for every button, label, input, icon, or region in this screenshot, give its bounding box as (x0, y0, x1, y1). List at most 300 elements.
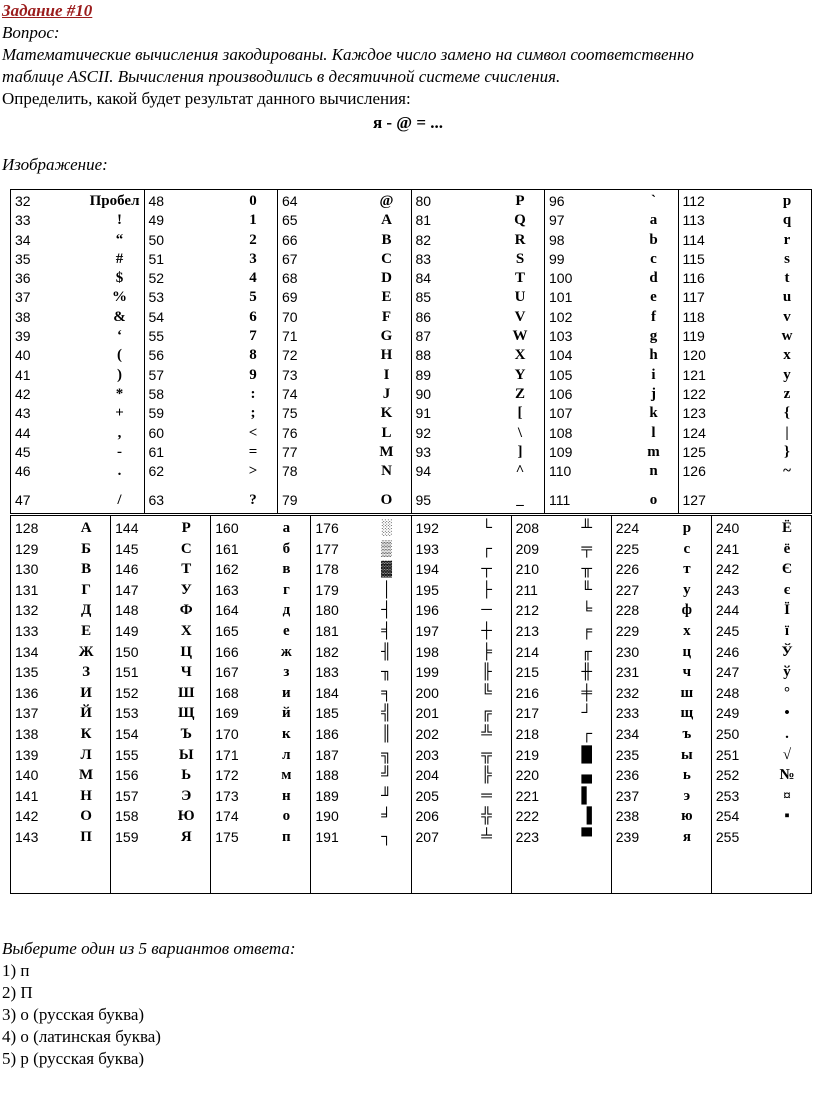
ascii-char: \ (517, 424, 523, 441)
ascii-entry (416, 806, 507, 827)
ascii-code: 37 (15, 289, 31, 306)
ascii-entry (516, 662, 607, 683)
ascii-entry (549, 269, 674, 288)
ascii-entry (215, 559, 306, 580)
ascii-code: 107 (549, 405, 573, 422)
ascii-code: 162 (215, 561, 239, 578)
ascii-char: Б (81, 540, 92, 557)
ascii-entry (616, 806, 707, 827)
ascii-entry (15, 462, 140, 481)
ascii-char: с (683, 540, 691, 557)
ascii-char: K (380, 405, 393, 422)
ascii-code: 119 (682, 328, 705, 345)
ascii-entry (149, 211, 274, 230)
ascii-code: 56 (148, 347, 165, 364)
ascii-char: Й (80, 705, 92, 722)
ascii-entry (115, 518, 206, 539)
ascii-char: Т (181, 561, 192, 578)
ascii-entry (516, 745, 607, 766)
ascii-char: y (783, 366, 791, 383)
ascii-code: 64 (282, 193, 298, 209)
ascii-char: ╓ (581, 643, 593, 660)
ascii-code: 132 (15, 602, 39, 619)
ascii-entry (416, 327, 541, 346)
ascii-char: а (282, 520, 291, 536)
ascii-char: ~ (783, 463, 791, 480)
ascii-char: ╪ (581, 684, 593, 701)
ascii-char: D (381, 270, 392, 287)
ascii-entry (549, 462, 674, 481)
ascii-code: 125 (682, 443, 706, 460)
ascii-char: ░ (381, 520, 392, 536)
ascii-char: ъ (682, 725, 692, 742)
ascii-code: 87 (415, 328, 432, 345)
ascii-char: C (381, 250, 392, 267)
ascii-char: _ (516, 492, 524, 509)
ascii-entry (416, 424, 541, 443)
ascii-entry (416, 827, 507, 848)
ascii-char: э (683, 787, 691, 804)
answer-option-2[interactable]: 2) П (2, 983, 33, 1002)
ascii-entry (716, 539, 807, 560)
ascii-entry (416, 462, 541, 481)
ascii-entry (15, 765, 106, 786)
ascii-code: 84 (415, 270, 432, 287)
ascii-entry (315, 765, 406, 786)
ascii-code: 169 (215, 705, 239, 722)
ascii-entry (683, 346, 808, 365)
ascii-entry (315, 642, 406, 663)
ascii-char: ╡ (381, 622, 392, 639)
ascii-char: v (783, 308, 791, 325)
ascii-char: r (783, 231, 791, 248)
ascii-entry (416, 642, 507, 663)
ascii-entry (716, 683, 807, 704)
ascii-char: т (683, 561, 691, 578)
ascii-code: 241 (715, 540, 740, 557)
ascii-char: ╤ (581, 540, 593, 557)
ascii-entry (282, 366, 407, 385)
ascii-entry (549, 491, 674, 510)
ascii-char: ┌ (481, 540, 492, 557)
ascii-code: 210 (515, 561, 539, 578)
ascii-code: 108 (549, 424, 573, 441)
ascii-entry (315, 786, 406, 807)
ascii-code: 164 (215, 602, 239, 619)
ascii-code: 73 (282, 366, 298, 383)
ascii-entry (215, 662, 306, 683)
ascii-code: 115 (682, 250, 705, 267)
ascii-char: ═ (481, 787, 492, 804)
ascii-table-image (10, 189, 812, 891)
ascii-code: 93 (415, 443, 432, 460)
ascii-entry (683, 192, 808, 211)
ascii-code: 253 (715, 787, 740, 804)
ascii-column (11, 190, 145, 514)
ascii-code: 61 (148, 443, 165, 460)
ascii-entry (716, 580, 807, 601)
ascii-entry (549, 327, 674, 346)
ascii-entry (115, 559, 206, 580)
ascii-entry (549, 211, 674, 230)
ascii-code: 249 (715, 705, 740, 722)
ascii-char: Q (514, 212, 526, 229)
ascii-char: ^ (515, 463, 525, 480)
ascii-code: 177 (315, 540, 339, 557)
ascii-entry (716, 662, 807, 683)
ascii-code: 200 (415, 684, 439, 701)
ascii-entry (683, 308, 808, 327)
ascii-code: 239 (615, 828, 640, 845)
ascii-char: Э (181, 787, 192, 804)
ascii-char: ╣ (381, 705, 392, 722)
ascii-code: 129 (15, 540, 39, 557)
ascii-entry (683, 404, 808, 423)
ascii-char: b (649, 231, 658, 248)
ascii-code: 72 (282, 347, 298, 364)
ascii-entry (282, 424, 407, 443)
ascii-char: М (79, 767, 94, 784)
answer-option-1[interactable]: 1) п (2, 961, 30, 980)
ascii-char: ╢ (381, 643, 392, 660)
ascii-code: 178 (315, 561, 339, 578)
ascii-entry (616, 580, 707, 601)
ascii-entry (15, 231, 140, 250)
ascii-entry (149, 250, 274, 269)
ascii-code: 215 (515, 664, 539, 681)
ascii-entry (149, 308, 274, 327)
ascii-column (411, 516, 511, 894)
ascii-code: 199 (415, 664, 439, 681)
ascii-column (611, 516, 711, 894)
ascii-entry (215, 745, 306, 766)
ascii-char: з (283, 664, 290, 681)
ascii-code: 150 (115, 643, 139, 660)
ascii-entry (416, 662, 507, 683)
ascii-char: ы (681, 746, 693, 763)
ascii-char: Ё (781, 520, 792, 536)
ascii-char: / (117, 492, 122, 509)
ascii-entry (282, 250, 407, 269)
ascii-code: 103 (549, 328, 573, 345)
ascii-code: 187 (315, 746, 339, 763)
ascii-char: Ы (178, 746, 194, 763)
ascii-code: 70 (282, 308, 298, 325)
ascii-code: 44 (15, 424, 31, 441)
ascii-char: Ч (180, 664, 192, 681)
ascii-char: G (380, 328, 393, 345)
ascii-code: 136 (15, 684, 39, 701)
ascii-entry (115, 765, 206, 786)
ascii-code: 138 (15, 725, 39, 742)
ascii-char: Х (180, 622, 192, 639)
ascii-char: “ (115, 231, 124, 248)
ascii-code: 36 (15, 270, 31, 287)
ascii-entry (149, 346, 274, 365)
ascii-char: - (117, 443, 122, 460)
ascii-entry (15, 827, 106, 848)
ascii-code: 80 (415, 193, 432, 209)
ascii-entry (115, 600, 206, 621)
ascii-entry (516, 683, 607, 704)
ascii-entry (683, 462, 808, 481)
ascii-code: 85 (415, 289, 432, 306)
ascii-char: ё (783, 540, 791, 557)
ascii-code: 113 (682, 212, 705, 229)
ascii-char: И (80, 684, 92, 701)
ascii-char: У (180, 581, 192, 598)
ascii-code: 133 (15, 622, 39, 639)
ascii-char (767, 827, 807, 848)
ascii-char: Ц (180, 643, 193, 660)
ascii-char: ф (681, 602, 693, 619)
ascii-column (211, 516, 311, 894)
ascii-code: 161 (215, 540, 239, 557)
ascii-entry (416, 443, 541, 462)
ascii-code: 99 (549, 250, 565, 267)
answers-block (2, 938, 295, 1070)
ascii-char: щ (680, 705, 694, 722)
ascii-entry (616, 827, 707, 848)
ascii-char: > (248, 463, 258, 480)
ascii-entry (282, 269, 407, 288)
image-label: Изображение: (2, 155, 108, 174)
ascii-char: 0 (249, 193, 257, 209)
ascii-char: Н (80, 787, 92, 804)
ascii-code: 98 (549, 231, 565, 248)
ascii-code: 163 (215, 581, 239, 598)
ascii-char: ° (784, 684, 790, 701)
ascii-entry (115, 724, 206, 745)
ascii-entry (15, 724, 106, 745)
ascii-char: i (651, 366, 656, 383)
ascii-char: [ (517, 405, 523, 422)
ascii-code: 106 (549, 385, 573, 402)
ascii-code: 110 (549, 463, 572, 480)
ascii-char: M (379, 443, 394, 460)
ascii-entry (315, 600, 406, 621)
ascii-char: F (381, 308, 392, 325)
ascii-char: a (649, 212, 658, 229)
ascii-code: 206 (415, 808, 439, 825)
ascii-entry (416, 346, 541, 365)
ascii-code: 235 (615, 746, 640, 763)
ascii-char: м (281, 767, 292, 784)
ascii-entry (315, 724, 406, 745)
ascii-entry (549, 250, 674, 269)
ascii-char: └ (481, 520, 492, 536)
ascii-entry (683, 269, 808, 288)
ascii-entry (215, 539, 306, 560)
ascii-code: 248 (715, 684, 740, 701)
ascii-char: ╧ (481, 828, 492, 845)
ascii-code: 224 (615, 520, 640, 536)
ascii-char: В (81, 561, 92, 578)
ascii-code: 148 (115, 602, 139, 619)
answer-option-3[interactable]: 3) о (русская буква) (2, 1005, 145, 1024)
ascii-column (678, 190, 812, 514)
ascii-char: Щ (178, 705, 195, 722)
ascii-char: ┘ (581, 705, 593, 722)
ascii-char: ╦ (481, 746, 492, 763)
ascii-code: 255 (715, 828, 740, 845)
ascii-code: 124 (682, 424, 706, 441)
ascii-column (311, 516, 411, 894)
ascii-code: 109 (549, 443, 573, 460)
ascii-code: 233 (615, 705, 640, 722)
ascii-code: 32 (15, 193, 31, 209)
ascii-code: 238 (615, 808, 640, 825)
ascii-entry (282, 308, 407, 327)
ascii-code: 247 (715, 664, 740, 681)
ascii-entry (516, 786, 607, 807)
ascii-char: l (651, 424, 656, 441)
ascii-entry (416, 703, 507, 724)
ascii-entry (416, 724, 507, 745)
ascii-char: █ (581, 746, 593, 763)
ascii-entry (716, 600, 807, 621)
ascii-code: 184 (315, 684, 339, 701)
ascii-code: 213 (515, 622, 539, 639)
ascii-entry (549, 366, 674, 385)
answer-option-5[interactable]: 5) р (русская буква) (2, 1049, 145, 1068)
ascii-char: г (282, 581, 290, 598)
ascii-char: I (383, 366, 390, 383)
ascii-code: 219 (515, 746, 539, 763)
ascii-entry (282, 385, 407, 404)
ascii-code: 58 (148, 385, 165, 402)
ascii-entry (416, 745, 507, 766)
ascii-char: T (514, 270, 525, 287)
ascii-code: 193 (415, 540, 439, 557)
ascii-char: ╖ (381, 664, 392, 681)
ascii-char: 6 (249, 308, 257, 325)
ascii-char: ч (682, 664, 692, 681)
ascii-entry (215, 621, 306, 642)
ascii-code: 216 (515, 684, 539, 701)
ascii-code: 53 (148, 289, 165, 306)
ascii-entry (416, 786, 507, 807)
ascii-char: П (80, 828, 92, 845)
ascii-char: Ї (784, 602, 790, 619)
ascii-code: 221 (515, 787, 539, 804)
ascii-char: б (282, 540, 291, 557)
ascii-entry (683, 250, 808, 269)
ascii-char: ш (680, 684, 694, 701)
ascii-code: 246 (715, 643, 740, 660)
ascii-code: 130 (15, 561, 39, 578)
ascii-entry (716, 745, 807, 766)
ascii-code: 45 (15, 443, 31, 460)
ascii-char: № (779, 767, 795, 784)
ascii-code: 204 (415, 767, 439, 784)
ascii-entry (115, 806, 206, 827)
task-title: Задание #10 (2, 1, 93, 20)
ascii-entry (115, 703, 206, 724)
ascii-entry (15, 703, 106, 724)
ascii-char: 3 (249, 250, 257, 267)
ascii-entry (15, 404, 140, 423)
ascii-code: 95 (415, 492, 432, 509)
ascii-code: 196 (415, 602, 439, 619)
ascii-entry (416, 404, 541, 423)
ascii-entry (149, 327, 274, 346)
ascii-char: Пробел (89, 193, 140, 209)
ascii-entry (115, 621, 206, 642)
ascii-code: 146 (115, 561, 139, 578)
ascii-entry (15, 518, 106, 539)
ascii-code: 65 (282, 212, 298, 229)
ascii-code: 122 (682, 385, 706, 402)
ascii-code: 91 (415, 405, 432, 422)
ascii-code: 82 (415, 231, 432, 248)
ascii-char: З (82, 664, 91, 681)
ascii-entry (115, 683, 206, 704)
answers-label: Выберите один из 5 вариантов ответа: (2, 939, 296, 958)
ascii-char: ╥ (581, 561, 593, 578)
ascii-code: 194 (415, 561, 439, 578)
ascii-code: 39 (15, 328, 31, 345)
ascii-code: 50 (148, 231, 165, 248)
ascii-code: 173 (215, 787, 239, 804)
ascii-entry (215, 786, 306, 807)
ascii-entry (549, 424, 674, 443)
instruction-text: Определить, какой будет результат данного вычисления: (2, 89, 411, 108)
ascii-code: 68 (282, 270, 298, 287)
ascii-entry (149, 366, 274, 385)
ascii-code: 230 (615, 643, 640, 660)
ascii-char: 4 (249, 270, 257, 287)
ascii-char: x (783, 347, 791, 364)
ascii-code: 96 (549, 193, 565, 209)
ascii-char: V (514, 308, 526, 325)
ascii-char: │ (381, 581, 392, 598)
ascii-entry (215, 724, 306, 745)
ascii-code: 35 (15, 250, 31, 267)
ascii-code: 78 (282, 463, 298, 480)
ascii-column (11, 516, 111, 894)
ascii-char: % (112, 289, 127, 306)
ascii-entry (616, 765, 707, 786)
ascii-char: Є (781, 561, 793, 578)
ascii-entry (516, 765, 607, 786)
ascii-char: и (282, 684, 291, 701)
ascii-char: ╕ (381, 684, 392, 701)
ascii-entry (282, 192, 407, 211)
ascii-code: 207 (415, 828, 439, 845)
ascii-code: 186 (315, 725, 339, 742)
ascii-entry (115, 827, 206, 848)
ascii-code: 202 (415, 725, 439, 742)
ascii-char: ╨ (581, 520, 593, 536)
ascii-entry (315, 827, 406, 848)
ascii-entry (683, 327, 808, 346)
ascii-char: Ў (781, 643, 793, 660)
ascii-char: ; (250, 405, 256, 422)
ascii-char: Я (180, 828, 192, 845)
ascii-entry (215, 642, 306, 663)
ascii-char: ▓ (381, 561, 392, 578)
ascii-table-lower (10, 515, 812, 894)
ascii-code: 231 (615, 664, 640, 681)
ascii-code: 33 (15, 212, 31, 229)
ascii-entry (215, 518, 306, 539)
ascii-entry (516, 539, 607, 560)
answer-option-4[interactable]: 4) o (латинская буква) (2, 1027, 161, 1046)
ascii-code: 167 (215, 664, 239, 681)
ascii-char: р (682, 520, 692, 536)
ascii-char: Ю (177, 808, 195, 825)
